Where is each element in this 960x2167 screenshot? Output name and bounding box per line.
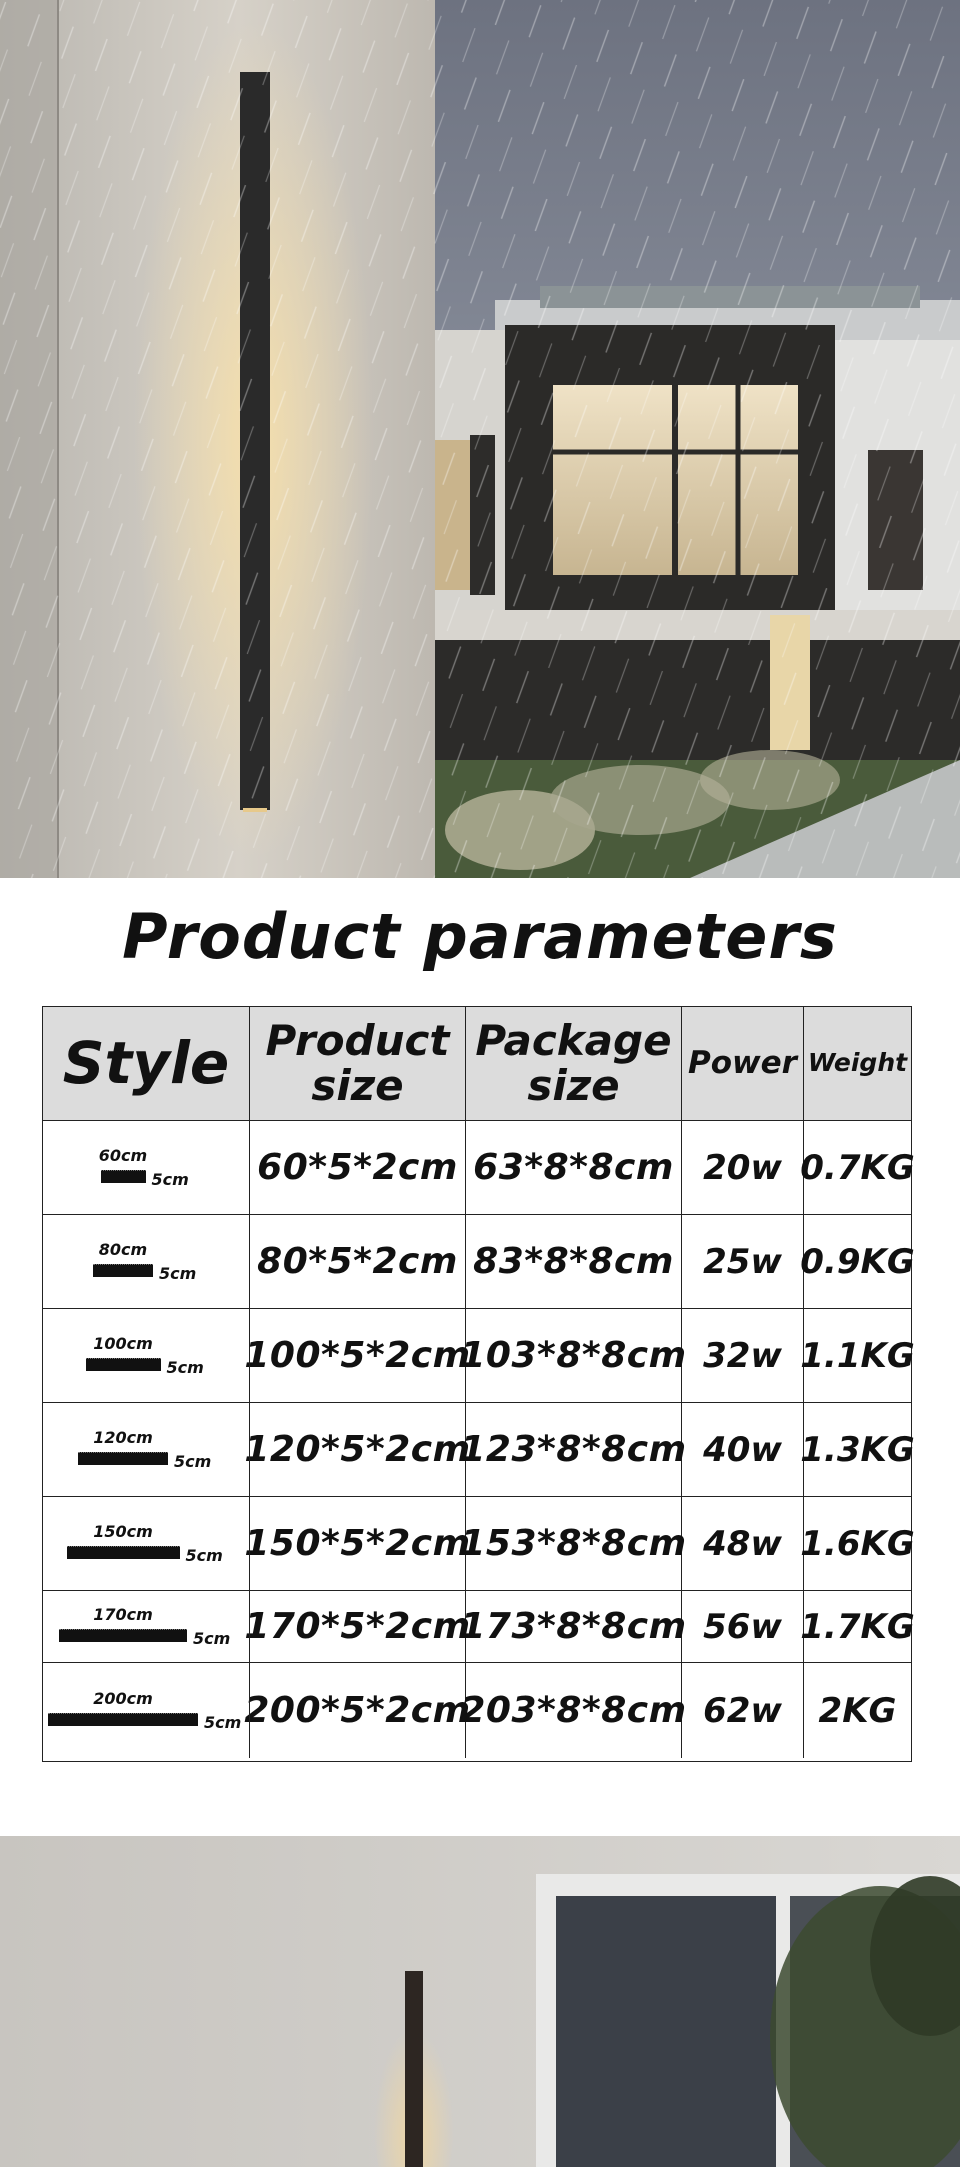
package-size-cell: 203*8*8cm bbox=[466, 1663, 682, 1758]
style-diagram-cell bbox=[43, 1663, 250, 1758]
width-label: 5cm bbox=[185, 1545, 223, 1565]
length-label: 120cm bbox=[93, 1427, 153, 1447]
size-diagram bbox=[48, 1688, 244, 1732]
package-size-cell: 173*8*8cm bbox=[466, 1591, 682, 1663]
width-label: 5cm bbox=[204, 1712, 242, 1732]
width-label: 5cm bbox=[151, 1169, 189, 1189]
hero-photo bbox=[0, 0, 960, 878]
size-diagram bbox=[86, 1333, 207, 1377]
length-bar bbox=[101, 1170, 146, 1183]
package-size-cell: 153*8*8cm bbox=[466, 1497, 682, 1591]
power-cell: 32w bbox=[682, 1309, 804, 1403]
width-label: 5cm bbox=[166, 1357, 204, 1377]
package-size-cell: 103*8*8cm bbox=[466, 1309, 682, 1403]
length-label: 170cm bbox=[93, 1604, 153, 1624]
size-diagram bbox=[67, 1521, 226, 1565]
length-bar bbox=[86, 1358, 161, 1371]
header-style: Style bbox=[43, 1007, 250, 1121]
length-bar bbox=[67, 1546, 180, 1559]
weight-cell: 2KG bbox=[818, 1690, 897, 1731]
product-size-cell: 200*5*2cm bbox=[250, 1663, 466, 1758]
length-label: 100cm bbox=[93, 1333, 153, 1353]
length-label: 150cm bbox=[93, 1521, 153, 1541]
size-diagram bbox=[59, 1604, 233, 1648]
style-diagram-cell bbox=[43, 1497, 250, 1591]
style-diagram-cell bbox=[43, 1403, 250, 1497]
length-label: 80cm bbox=[98, 1239, 148, 1259]
size-diagram bbox=[78, 1427, 214, 1471]
power-cell: 40w bbox=[682, 1403, 804, 1497]
width-label: 5cm bbox=[193, 1628, 231, 1648]
header-weight: Weight bbox=[804, 1007, 911, 1121]
header-product-size: Product size bbox=[250, 1007, 466, 1121]
header-package-size: Package size bbox=[466, 1007, 682, 1121]
page-title: Product parameters bbox=[122, 900, 838, 973]
size-diagram bbox=[98, 1145, 192, 1189]
weight-cell: 0.9KG bbox=[804, 1215, 911, 1309]
package-size-cell: 123*8*8cm bbox=[466, 1403, 682, 1497]
weight-cell: 1.1KG bbox=[804, 1309, 911, 1403]
width-label: 5cm bbox=[159, 1263, 197, 1283]
parameters-table bbox=[42, 1006, 915, 1762]
style-diagram-cell bbox=[43, 1215, 250, 1309]
weight-cell: 1.7KG bbox=[804, 1591, 911, 1663]
length-bar bbox=[78, 1452, 168, 1465]
product-size-cell: 80*5*2cm bbox=[250, 1215, 466, 1309]
weight-cell: 1.6KG bbox=[804, 1497, 911, 1591]
bottom-photo bbox=[0, 1836, 960, 2167]
weight-cell: 0.7KG bbox=[804, 1121, 911, 1215]
size-diagram bbox=[93, 1239, 199, 1283]
power-cell: 20w bbox=[682, 1121, 804, 1215]
rainy-house-illustration bbox=[0, 0, 960, 878]
style-diagram-cell bbox=[43, 1591, 250, 1663]
length-bar bbox=[48, 1713, 198, 1726]
power-cell: 25w bbox=[682, 1215, 804, 1309]
style-diagram-cell bbox=[43, 1121, 250, 1215]
power-cell: 56w bbox=[682, 1591, 804, 1663]
header-power: Power bbox=[682, 1007, 804, 1121]
length-label: 60cm bbox=[98, 1145, 148, 1165]
product-size-cell: 170*5*2cm bbox=[250, 1591, 466, 1663]
product-size-cell: 120*5*2cm bbox=[250, 1403, 466, 1497]
weight-cell: 1.3KG bbox=[804, 1403, 911, 1497]
wall-lamp-photo bbox=[0, 1836, 960, 2167]
parameters-grid bbox=[43, 1007, 915, 1761]
package-size-cell: 63*8*8cm bbox=[466, 1121, 682, 1215]
package-size-cell: 83*8*8cm bbox=[466, 1215, 682, 1309]
power-cell: 62w bbox=[682, 1663, 804, 1758]
length-bar bbox=[93, 1264, 153, 1277]
product-size-cell: 100*5*2cm bbox=[250, 1309, 466, 1403]
length-label: 200cm bbox=[93, 1688, 153, 1708]
style-diagram-cell bbox=[43, 1309, 250, 1403]
length-bar bbox=[59, 1629, 187, 1642]
product-size-cell: 150*5*2cm bbox=[250, 1497, 466, 1591]
product-size-cell: 60*5*2cm bbox=[250, 1121, 466, 1215]
width-label: 5cm bbox=[174, 1451, 212, 1471]
power-cell: 48w bbox=[682, 1497, 804, 1591]
